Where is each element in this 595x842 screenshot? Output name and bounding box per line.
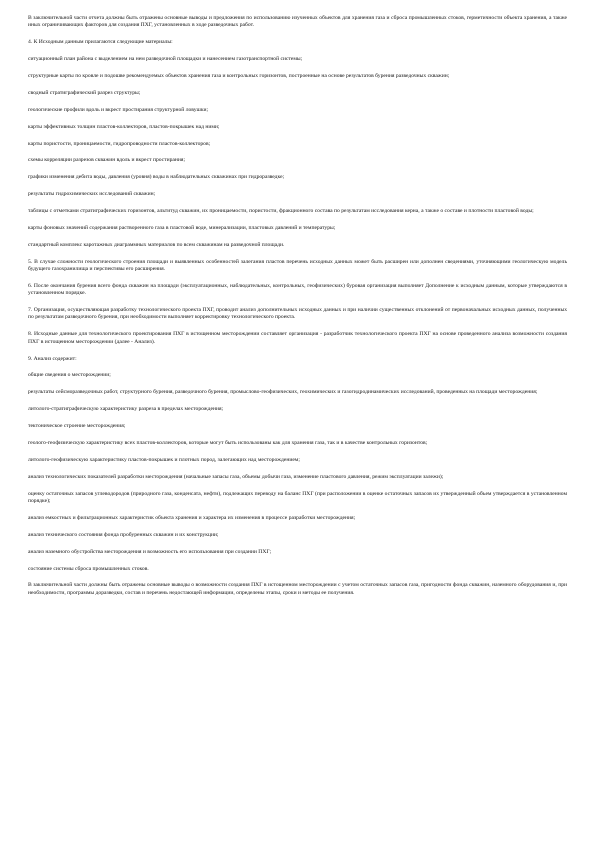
- paragraph: оценку остаточных запасов углеводородов (природного газа, конденсата, нефти), подлежащих переводу на баланс ПХГ (при расположении в оценке остаточных запасов их утвержденный объем утверждается в установленном порядке);: [28, 490, 567, 504]
- paragraph: 8. Исходные данные для технологического проектирования ПХГ в истощенном месторождении составляет организация - разработчик технологического проекта ПХГ на основе проведенного анализа возможности создания ПХГ в истощенном месторождении (далее - Анализ).: [28, 331, 567, 345]
- paragraph: состояние системы сброса промышленных стоков.: [28, 565, 149, 572]
- paragraph: 5. В случае сложности геологического строения площади и выявленных особенностей залегания пластов перечень исходных данных может быть расширен или дополнен сведениями, уточняющими геологическую модель будущего газохранилища и перспективы его расширения.: [28, 258, 567, 273]
- paragraph: 4. К Исходным данным прилагаются следующие материалы:: [28, 39, 173, 46]
- paragraph: анализ емкостных и фильтрационных характеристик объекта хранения и характера их изменения в процессе разработки месторождения;: [28, 514, 356, 521]
- paragraph: общие сведения о месторождении;: [28, 372, 111, 379]
- paragraph: анализ наземного обустройства месторождения и возможность его использования при создании ПХГ;: [28, 548, 272, 555]
- paragraph: результаты сейсморазведочных работ, структурного бурения, разведочного бурения, промыслово-геофизических, геохимических и газогидродинамических исследований, проведенных на площади месторождения;: [28, 389, 538, 396]
- paragraph: геолого-геофизическую характеристику всех пластов-коллекторов, которые могут быть использованы как для хранения газа, так и в качестве контрольных горизонтов;: [28, 439, 428, 446]
- paragraph: сводный стратиграфический разрез структуры;: [28, 89, 141, 96]
- paragraph: 9. Анализ содержит:: [28, 355, 77, 362]
- paragraph: структурные карты по кровле и подошве рекомендуемых объектов хранения газа и контрольных горизонтов, построенные на основе результатов бурения разведочных скважин;: [28, 72, 450, 79]
- paragraph: ситуационный план района с выделением на нем разведочной площадки и нанесением газотранспортной системы;: [28, 56, 303, 63]
- paragraph: 7. Организация, осуществляющая разработку технологического проекта ПХГ, проводит анализ дополнительных исходных данных и при наличии существенных отклонений от первоначальных исходных данных, полученных по результатам разведочного бурения, при необходимости выполняет корректировку технологического проекта.: [28, 307, 567, 321]
- paragraph: геологические профили вдоль и вкрест простирания структурной ловушки;: [28, 106, 209, 113]
- paragraph: анализ технического состояния фонда пробуренных скважин и их конструкции;: [28, 531, 219, 538]
- paragraph: анализ технологических показателей разработки месторождения (начальные запасы газа, объемы добычи газа, изменение пластового давления, режим эксплуатации залежи);: [28, 473, 444, 480]
- paragraph: таблицы с отметками стратиграфических горизонтов, альтитуд скважин, их проницаемости, пористости, фракционного состава по результатам исследования керна, а также о составе и плотности пластовой воды;: [28, 208, 534, 215]
- paragraph: 6. После окончания бурения всего фонда скважин на площади (эксплуатационных, наблюдательных, контрольных, геофизических) буровая организация выполняет Дополнение к исходным данным, которые утверждаются в установленном порядке.: [28, 282, 567, 297]
- paragraph: результаты гидрохимических исследований скважин;: [28, 191, 156, 198]
- paragraph: В заключительной части должны быть отражены основные выводы о возможности создания ПХГ в истощенном месторождении с учетом остаточных запасов газа, пригодности фонда скважин, наземного оборудования и, при необходимости, программы доразведки, состав и перечень недостающей информации, определены этапы, сроки и методы ее получения.: [28, 582, 567, 596]
- paragraph: В заключительной части отчета должны быть отражены основные выводы и предложения по использованию изученных объектов для хранения газа и сброса промышленных стоков, герметичности объекта хранения, а также иных ограничивающих факторов для создания ПХГ, установленных в ходе разведочных работ.: [28, 15, 567, 29]
- paragraph: стандартный комплекс каротажных диаграммных материалов по всем скважинам на разведочной площади.: [28, 241, 285, 248]
- paragraph: схемы корреляции разрезов скважин вдоль и вкрест простирания;: [28, 157, 185, 164]
- paragraph: тектоническое строение месторождения;: [28, 423, 126, 430]
- paragraph: литолого-стратиграфическую характеристику разреза в пределах месторождения;: [28, 406, 224, 413]
- paragraph: карты пористости, проницаемости, гидропроводности пластов-коллекторов;: [28, 140, 211, 147]
- paragraph: карты эффективных толщин пластов-коллекторов, пластов-покрышек над ними;: [28, 123, 220, 130]
- paragraph: графики изменения дебита воды, давления (уровня) воды в наблюдательных скважинах при гидроразведке;: [28, 174, 285, 181]
- paragraph: литолого-геофизическую характеристику пластов-покрышек и плотных пород, залегающих над месторождением;: [28, 456, 300, 463]
- paragraph: карты фоновых значений содержания растворенного газа в пластовой воде, минерализации, пластовых давлений и температуры;: [28, 224, 336, 231]
